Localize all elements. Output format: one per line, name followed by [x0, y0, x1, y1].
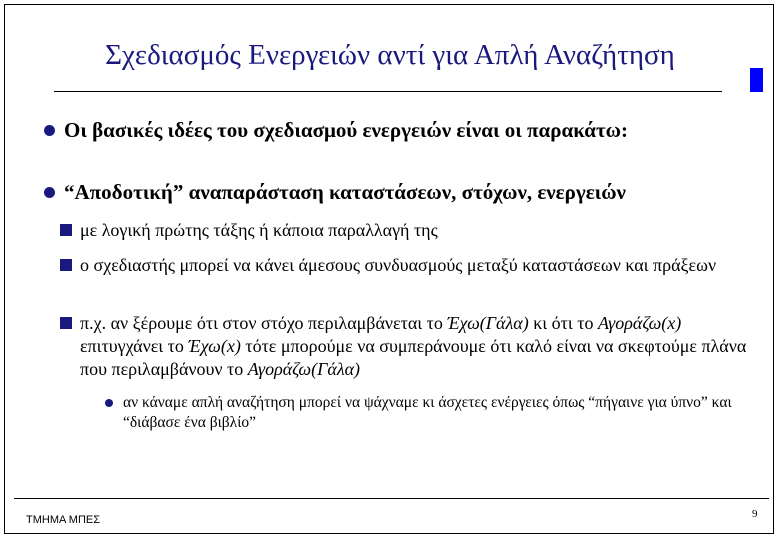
bullet-text: “Αποδοτική” αναπαράσταση καταστάσεων, στόχων, ενεργειών [64, 180, 626, 204]
example-predicate: Έχω(x) [188, 336, 241, 356]
example-text [80, 312, 760, 381]
example-predicate: Έχω(Γάλα) [447, 313, 529, 333]
footer-department: ΤΜΗΜΑ ΜΠΕΣ [26, 514, 101, 526]
slide-title: Σχεδιασμός Ενεργειών αντί για Απλή Αναζήτηση [105, 39, 675, 71]
bullet-square-icon [60, 317, 72, 329]
bullet-dot-icon [105, 399, 113, 407]
page-number: 9 [752, 508, 758, 520]
example-part: κι ότι το [528, 313, 598, 333]
footer-divider [14, 498, 769, 499]
title-divider [54, 91, 722, 92]
subsubbullet-text: αν κάναμε απλή αναζήτηση μπορεί να ψάχναμε κι άσχετες ενέργειες όπως “πήγαινε για ύπνο” και “διάβασε ένα βιβλίο” [123, 394, 732, 431]
bullet-dot-icon [44, 187, 55, 198]
example-part: επιτυγχάνει το [80, 336, 189, 356]
bullet-square-icon [60, 224, 72, 236]
example-part: τότε μπορούμε να συμπεράνουμε ότι καλό είναι να σκεφτούμε πλάνα που περιλαμβάνουν το [80, 336, 747, 379]
example-predicate: Αγοράζω(Γάλα) [247, 359, 361, 379]
bullet-square-icon [60, 259, 72, 271]
bullet-dot-icon [44, 125, 55, 136]
subbullet-text: ο σχεδιαστής μπορεί να κάνει άμεσους συνδυασμούς μεταξύ καταστάσεων και πράξεων [80, 255, 717, 275]
subbullet-text: με λογική πρώτης τάξης ή κάποια παραλλαγή της [80, 220, 438, 240]
example-predicate: Αγοράζω(x) [597, 313, 682, 333]
example-part: π.χ. αν ξέρουμε ότι στον στόχο περιλαμβάνεται το [80, 313, 448, 333]
bullet-text: Οι βασικές ιδέες του σχεδιασμού ενεργειών είναι οι παρακάτω: [64, 118, 628, 142]
